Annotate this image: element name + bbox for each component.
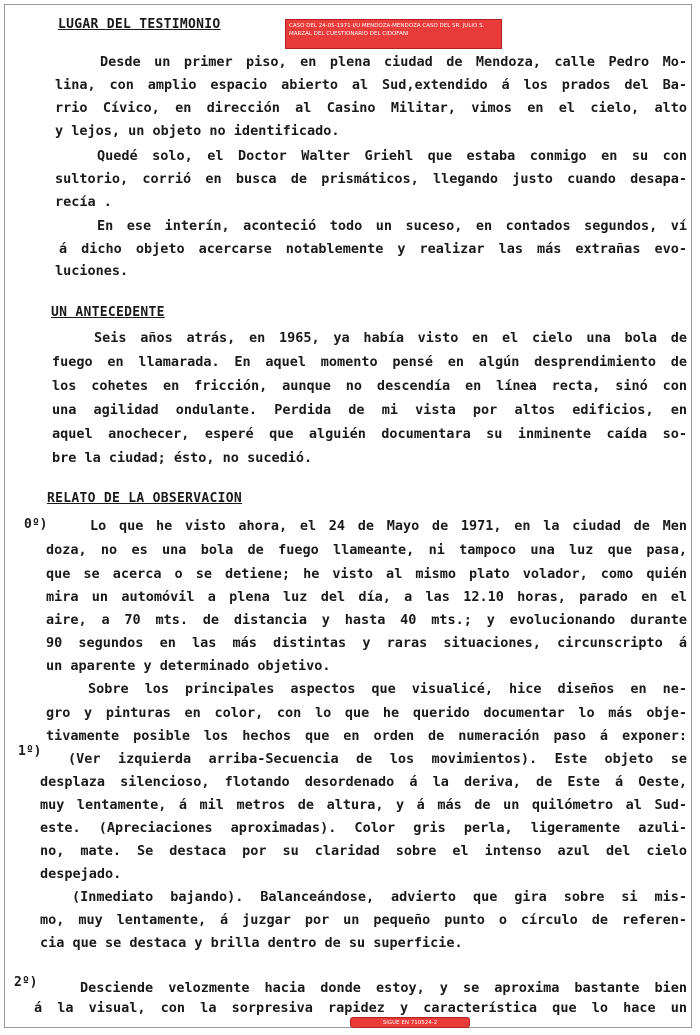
paragraph-line: este. (Apreciaciones aproximadas). Color gris perla, ligeramente azuli-: [40, 820, 687, 836]
heading-lugar: LUGAR DEL TESTIMONIO: [58, 17, 221, 32]
paragraph-line: recía .: [55, 194, 112, 210]
paragraph-line: aire, a 70 mts. de distancia y hasta 40 mts.; y evolucionando durante: [46, 612, 687, 628]
paragraph-line: á dicho objeto acercarse notablemente y realizar las más extrañas evo-: [59, 241, 687, 257]
paragraph-line: rrio Cívico, en dirección al Casino Militar, vimos en el cielo, alto: [55, 100, 687, 116]
paragraph-line: Desde un primer piso, en plena ciudad de Mendoza, calle Pedro Mo-: [100, 54, 687, 70]
heading-relato: RELATO DE LA OBSERVACION: [47, 491, 243, 506]
paragraph-line: En ese interín, aconteció todo un suceso, en contados segundos, ví: [97, 218, 687, 234]
paragraph-line: un aparente y determinado objetivo.: [46, 658, 331, 674]
item-marker: 0º): [24, 517, 48, 532]
paragraph-line: fuego en llamarada. En aquel momento pensé en algún desprendimiento de: [52, 354, 687, 370]
paragraph-line: Lo que he visto ahora, el 24 de Mayo de 1971, en la ciudad de Men: [90, 518, 687, 534]
paragraph-line: gro y pinturas en color, con lo que he querido documentar lo más obje-: [46, 705, 687, 721]
paragraph-line: muy lentamente, á mil metros de altura, y á más de un quilómetro al Sud-: [40, 797, 687, 813]
paragraph-line: mo, muy lentamente, á juzgar por un pequeño punto o círculo de referen-: [40, 912, 687, 928]
paragraph-line: mira un automóvil a plena luz del día, a las 12.10 horas, parado en el: [46, 589, 687, 605]
heading-antecedente: UN ANTECEDENTE: [51, 305, 165, 320]
paragraph-line: 90 segundos en las más distintas y raras situaciones, circunscripto á: [46, 635, 687, 651]
case-stamp-top: CASO DEL 24-05-1971-I/U MENDOZA-MENDOZA CASO DEL SR. JULIO S. MARZAL DEL CUESTIONARIO DEL CIDOFANI: [285, 19, 502, 49]
item-marker: 1º): [18, 744, 42, 759]
paragraph-line: cia que se destaca y brilla dentro de su superficie.: [40, 935, 463, 951]
continuation-stamp: SIGUE EN 710524-2: [350, 1017, 470, 1028]
item-marker: 2º): [14, 975, 38, 990]
paragraph-line: desplaza silencioso, flotando desordenado á la deriva, de Este á Oeste,: [40, 774, 687, 790]
paragraph-line: sultorio, corrió en busca de prismáticos, llegando justo cuando desapa-: [55, 171, 687, 187]
paragraph-line: los cohetes en fricción, aunque no descendía en línea recta, sinó con: [52, 378, 687, 394]
paragraph-line: aquel anochecer, esperé que alguién documentara su inminente caída so-: [52, 426, 687, 442]
paragraph-line: Sobre los principales aspectos que visualicé, hice diseños en ne-: [88, 681, 687, 697]
paragraph-line: no, mate. Se destaca por su claridad sobre el intenso azul del cielo: [40, 843, 687, 859]
paragraph-line: y lejos, un objeto no identificado.: [55, 123, 340, 139]
paragraph-line: (Ver izquierda arriba-Secuencia de los movimientos). Este objeto se: [68, 751, 687, 767]
paragraph-line: despejado.: [40, 866, 122, 882]
paragraph-line: una agilidad ondulante. Perdida de mi vista por altos edificios, en: [52, 402, 687, 418]
paragraph-line: Desciende velozmente hacia donde estoy, y se aproxima bastante bien: [80, 980, 687, 996]
paragraph-line: Seis años atrás, en 1965, ya había visto en el cielo una bola de: [94, 330, 687, 346]
paragraph-line: (Inmediato bajando). Balanceándose, advierto que gira sobre si mis-: [72, 889, 687, 905]
paragraph-line: lina, con amplio espacio abierto al Sud,extendido á los prados del Ba-: [55, 77, 687, 93]
paragraph-line: bre la ciudad; ésto, no sucedió.: [52, 450, 313, 466]
paragraph-line: á la visual, con la sorpresiva rapidez y característica que lo hace un: [34, 1000, 687, 1016]
paragraph-line: Quedé solo, el Doctor Walter Griehl que estaba conmigo en su con: [97, 148, 687, 164]
paragraph-line: tivamente posible los hechos que en orden de numeración paso á exponer:: [46, 728, 687, 744]
paragraph-line: luciones.: [55, 263, 129, 279]
paragraph-line: doza, no es una bola de fuego llameante, ni tampoco una luz que pasa,: [46, 542, 687, 558]
paragraph-line: que se acerca o se detiene; he visto al mismo plato volador, como quién: [46, 566, 687, 582]
